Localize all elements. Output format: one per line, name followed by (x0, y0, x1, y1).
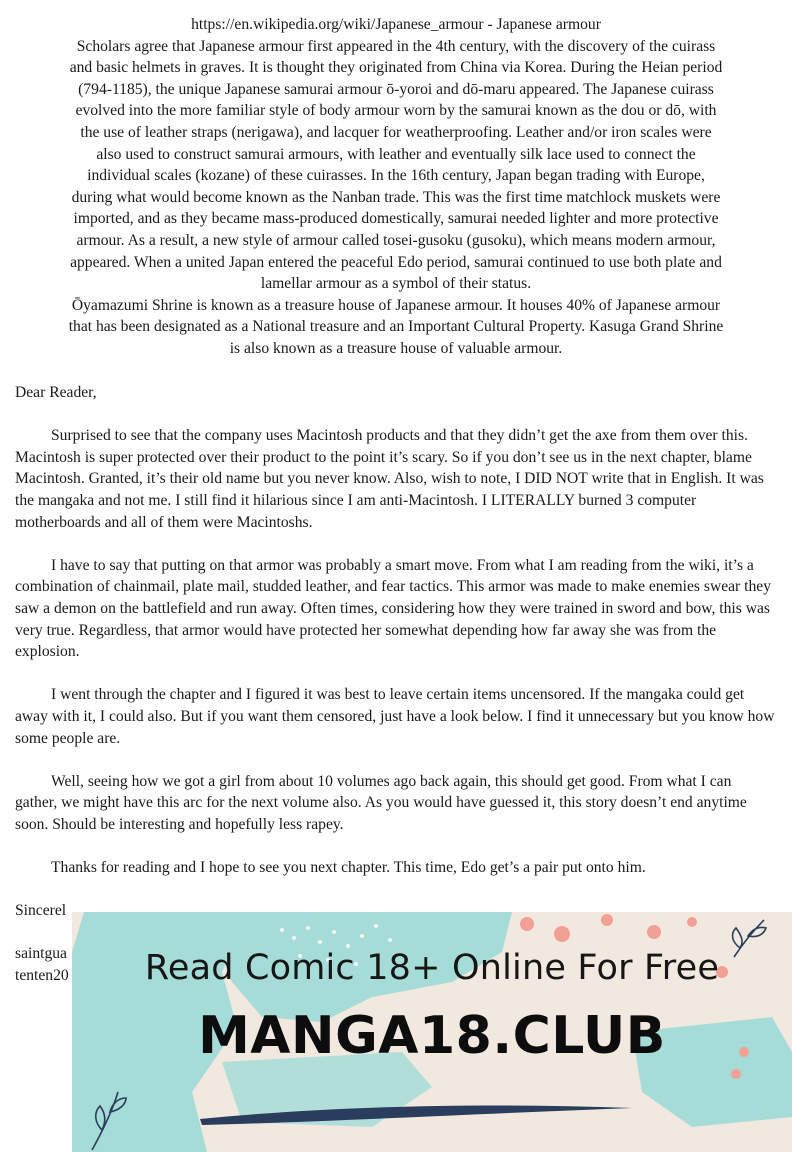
text-line: also used to construct samurai armours, with leather and eventually silk lace used to connect the (96, 145, 696, 163)
text-line: (794-1185), the unique Japanese samurai armour ō-yoroi and dō-maru appeared. The Japanese cuirass (78, 80, 714, 98)
text-line: Scholars agree that Japanese armour first appeared in the 4th century, with the discovery of the cuirass (76, 37, 716, 55)
text-line: is also known as a treasure house of valuable armour. (229, 339, 563, 357)
text-line: Ōyamazumi Shrine is known as a treasure house of Japanese armour. It houses 40% of Japanese armour (71, 296, 721, 314)
signature-line: saintgua (15, 945, 67, 963)
banner-tagline: Read Comic 18+ Online For Free (144, 948, 720, 988)
text-line: armour. As a result, a new style of armour called tosei-gusoku (gusoku), which means modern armour, (76, 231, 716, 249)
letter-paragraph: Surprised to see that the company uses Macintosh products and that they didn’t get the axe from them over this. Macintosh is super protected over their product to the point it’s scary. So if you don’t see us in the next chapter, blame Macintosh. Granted, it’s their old name but you never know. Also, wish to note, I DID NOT write that in English. It was the mangaka and not me. I still find it hilarious since I am anti-Macintosh. I LITERALLY burned 3 computer motherboards and all of them were Macintoshs. (15, 427, 764, 531)
article-paragraph-1 (14, 36, 778, 295)
text-line: appeared. When a united Japan entered the peaceful Edo period, samurai continued to use both plate and (70, 253, 722, 271)
source-line: https://en.wikipedia.org/wiki/Japanese_armour - Japanese armour (191, 16, 601, 33)
text-line: individual scales (kozane) of these cuirasses. In the 16th century, Japan began trading with Europe, (87, 167, 705, 185)
letter-signoff: Sincerel (15, 902, 67, 920)
article-paragraph-2 (14, 295, 778, 360)
text-line: that has been designated as a National treasure and an Important Cultural Property. Kasuga Grand Shrine (68, 318, 724, 336)
letter-paragraph: Well, seeing how we got a girl from about 10 volumes ago back again, this should get good. From what I can gather, we might have this arc for the next volume also. As you would have guessed it, this story doesn’t end anytime soon. Should be interesting and hopefully less rapey. (15, 772, 747, 833)
letter-paragraph: I went through the chapter and I figured it was best to leave certain items uncensored. If the mangaka could get away with it, I could also. But if you want them censored, just have a look below. I find it unnecessary but you know how some people are. (15, 686, 775, 747)
text-line: the use of leather straps (nerigawa), and lacquer for weatherproofing. Leather and/or iron scales were (80, 123, 712, 141)
banner-site-name[interactable]: MANGA18.CLUB (198, 1006, 666, 1066)
letter-paragraph: I have to say that putting on that armor was probably a smart move. From what I am reading from the wiki, it’s a combination of chainmail, plate mail, studded leather, and fear tactics. This armor was made to make enemies swear they saw a demon on the battlefield and run away. Often times, considering how they were trained in sword and bow, this was very true. Regardless, that armor would have protected her somewhat depending how far away she was from the explosion. (15, 556, 771, 661)
text-line: and basic helmets in graves. It is thought they originated from China via Korea. During the Heian period (69, 59, 723, 77)
article-excerpt (14, 14, 778, 360)
promo-banner[interactable] (72, 912, 792, 1152)
letter-greeting: Dear Reader, (15, 384, 97, 401)
text-line: imported, and as they became mass-produced domestically, samurai needed lighter and more protective (73, 210, 719, 228)
text-line: lamellar armour as a symbol of their status. (260, 275, 532, 293)
letter-body (15, 382, 777, 987)
text-line: during what would become known as the Nanban trade. This was the first time matchlock muskets were (71, 188, 721, 206)
letter-paragraph: Thanks for reading and I hope to see you next chapter. This time, Edo get’s a pair put onto him. (51, 859, 646, 877)
text-line: evolved into the more familiar style of body armour worn by the samurai known as the dou or dō, with (75, 102, 717, 120)
signature-line: tenten20 (15, 967, 69, 985)
